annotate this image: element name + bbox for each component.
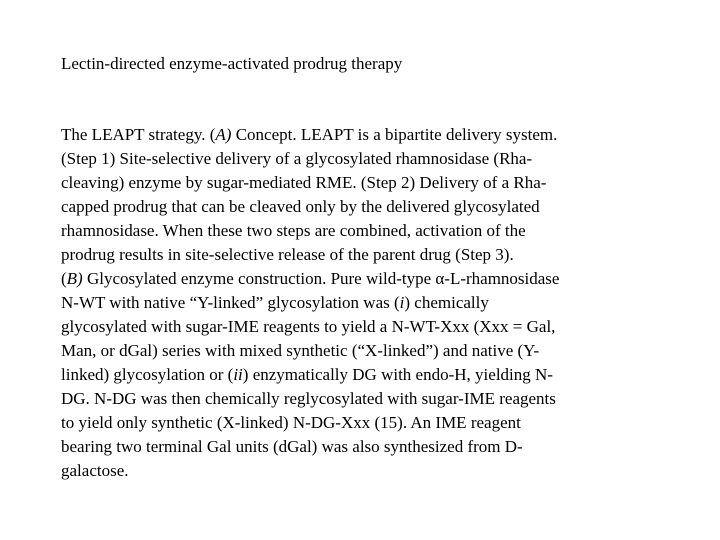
panel-label-a: A) (215, 125, 232, 144)
text-line: Man, or dGal) series with mixed synthetic (“X-linked”) and native (Y- (61, 341, 540, 360)
panel-label-b: B) (66, 269, 83, 288)
text-segment: N-WT with native “Y-linked” glycosylation was ( (61, 293, 400, 312)
text-line: (Step 1) Site-selective delivery of a glycosylated rhamnosidase (Rha- (61, 149, 533, 168)
text-line: rhamnosidase. When these two steps are combined, activation of the (61, 221, 526, 240)
text-segment: Glycosylated enzyme construction. Pure wild-type α-L-rhamnosidase (82, 269, 560, 288)
text-segment: The LEAPT strategy. ( (61, 125, 216, 144)
text-line (61, 267, 681, 291)
text-segment: linked) glycosylation or ( (61, 365, 234, 384)
body-text (61, 123, 681, 483)
text-segment: ( (61, 269, 67, 288)
text-line: DG. N-DG was then chemically reglycosylated with sugar-IME reagents (61, 389, 556, 408)
slide-title: Lectin-directed enzyme-activated prodrug therapy (61, 54, 403, 73)
text-segment: Concept. LEAPT is a bipartite delivery system. (231, 125, 558, 144)
text-line: prodrug results in site-selective release of the parent drug (Step 3). (61, 245, 514, 264)
text-segment: ) enzymatically DG with endo-H, yielding N- (242, 365, 553, 384)
text-line: bearing two terminal Gal units (dGal) was also synthesized from D- (61, 437, 523, 456)
text-line: cleaving) enzyme by sugar-mediated RME. (Step 2) Delivery of a Rha- (61, 173, 547, 192)
text-line: galactose. (61, 461, 129, 480)
text-line (61, 291, 681, 315)
text-segment: ) chemically (404, 293, 489, 312)
roman-numeral-i: i (399, 293, 405, 312)
text-line: glycosylated with sugar-IME reagents to yield a N-WT-Xxx (Xxx = Gal, (61, 317, 556, 336)
text-line (61, 363, 681, 387)
text-line (61, 123, 681, 147)
text-line: capped prodrug that can be cleaved only by the delivered glycosylated (61, 197, 540, 216)
roman-numeral-ii: ii (233, 365, 243, 384)
text-line: to yield only synthetic (X-linked) N-DG-Xxx (15). An IME reagent (61, 413, 521, 432)
